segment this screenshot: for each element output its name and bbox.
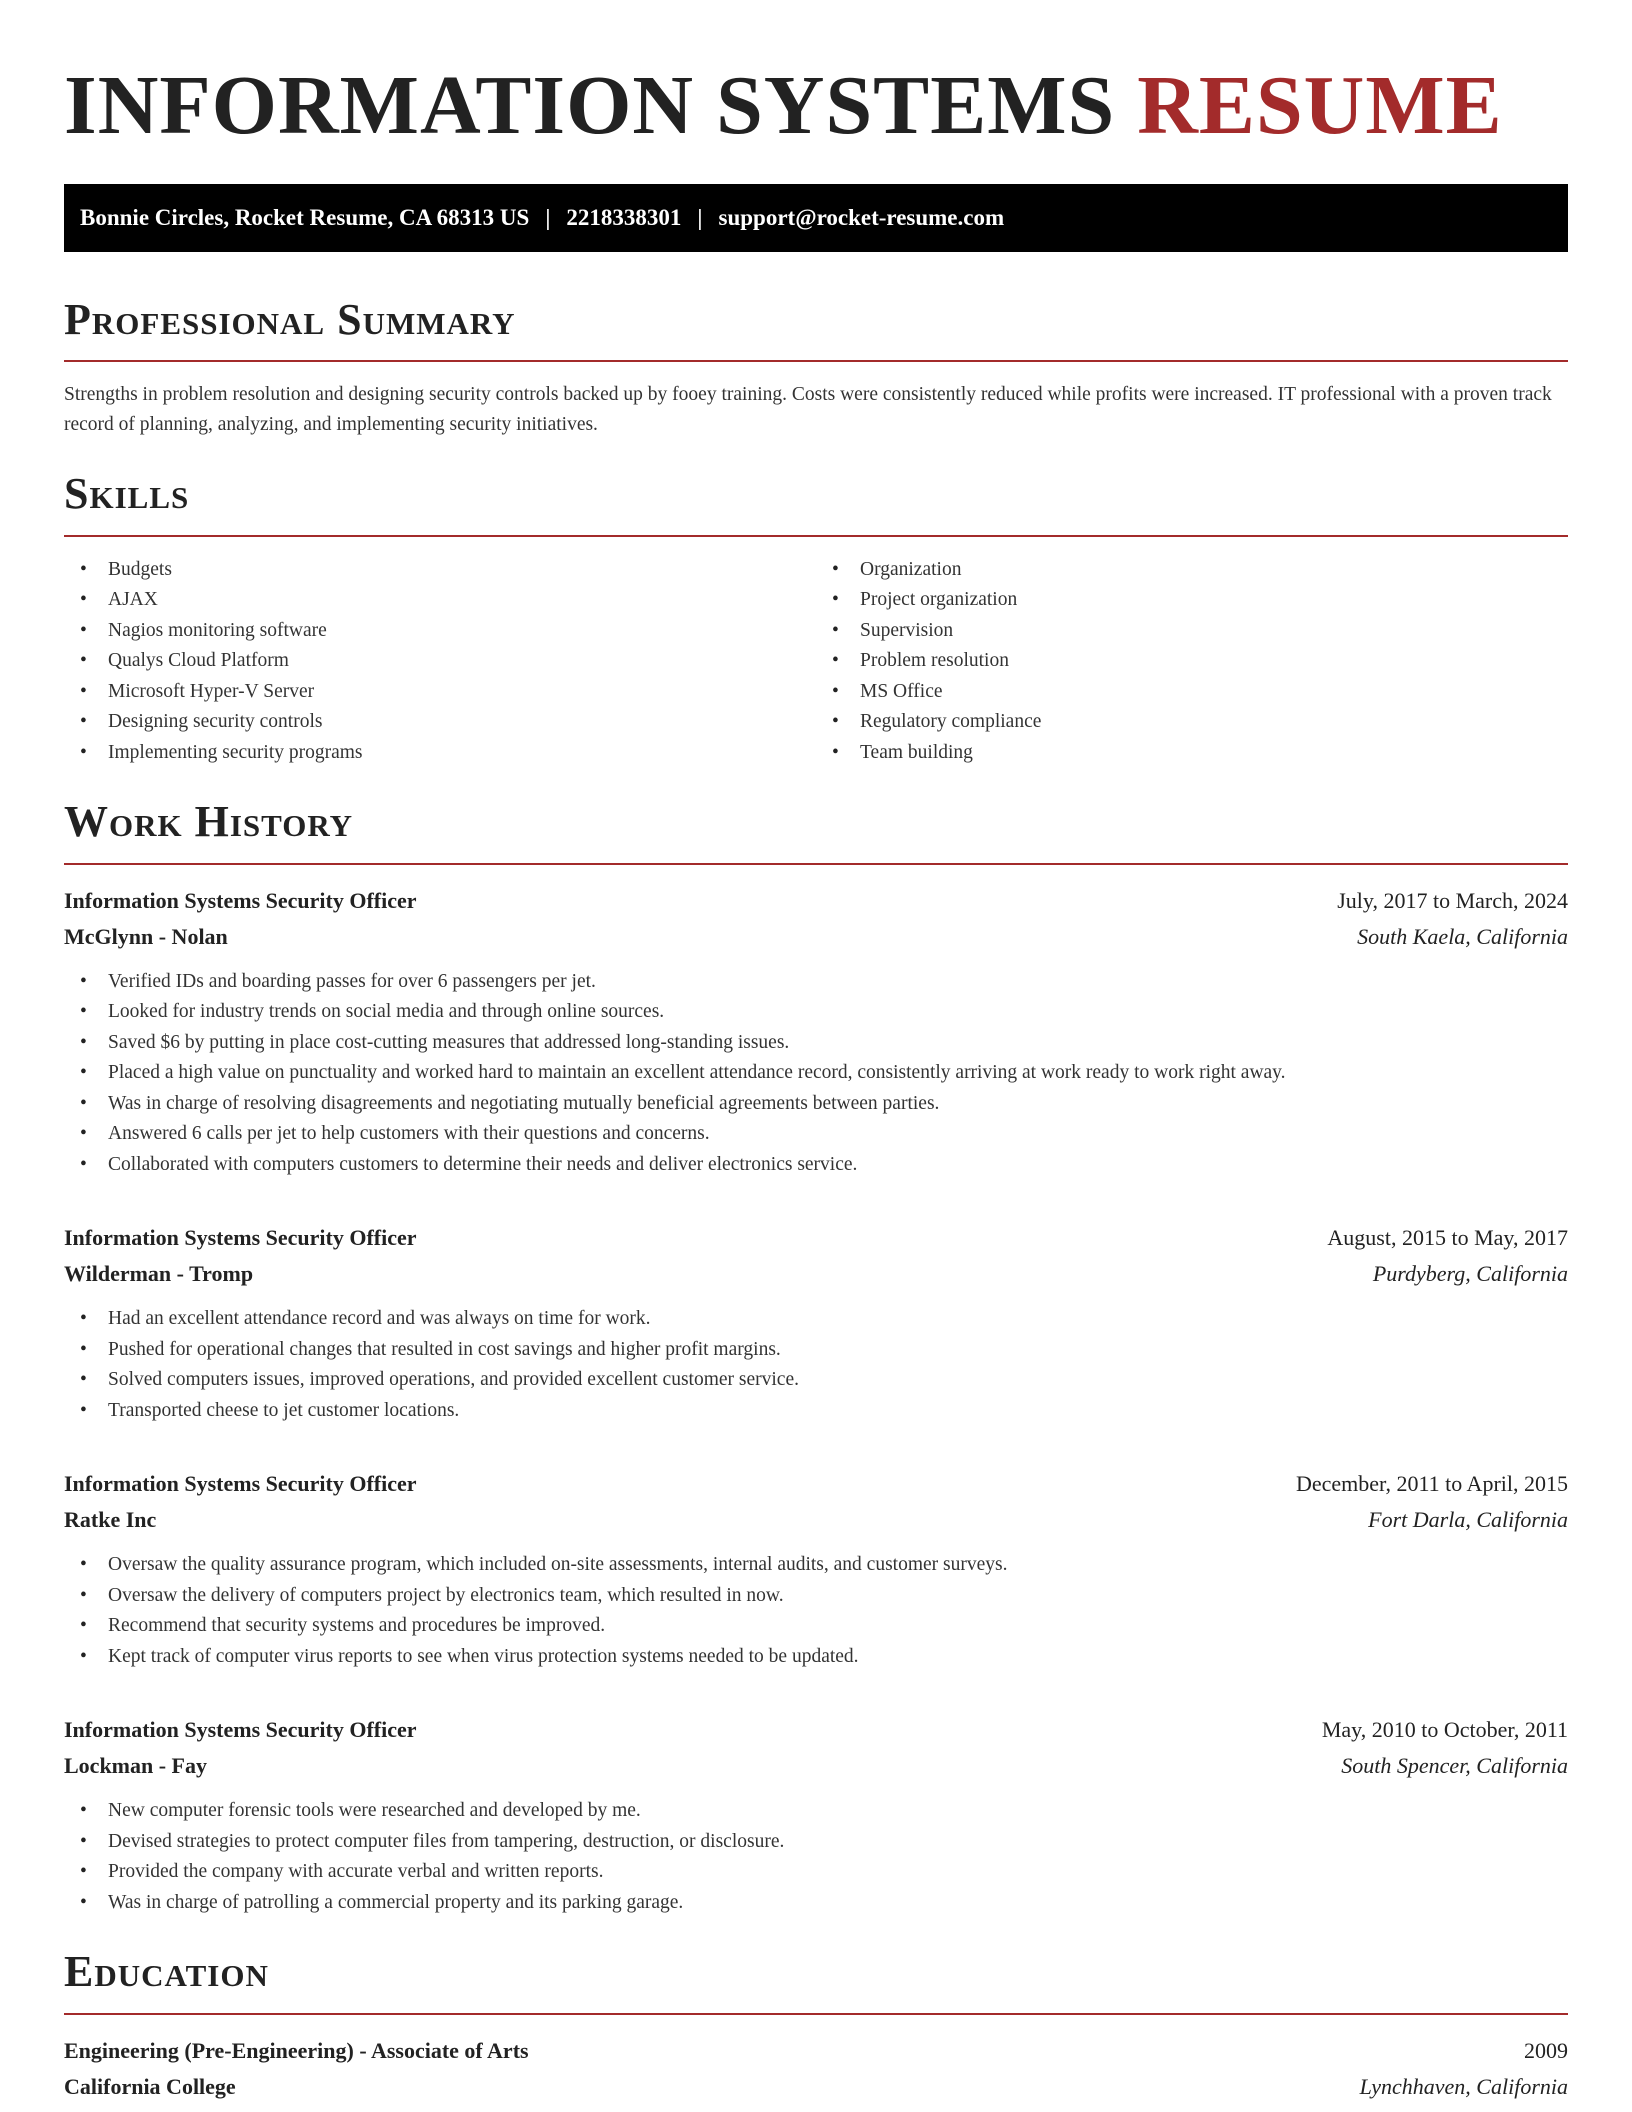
skill-item: • Designing security controls (64, 707, 816, 738)
job-company-row (64, 1748, 1568, 1784)
section-divider (64, 360, 1568, 362)
skills-grid (64, 555, 1568, 769)
education-degree-row (64, 2033, 1568, 2069)
job-duty: • Saved $6 by putting in place cost-cutting measures that addressed long-standing issues. (64, 1028, 1568, 1059)
skill-item: • Budgets (64, 555, 816, 586)
title-main: INFORMATION SYSTEMS (64, 59, 1116, 152)
job-duty: • Transported cheese to jet customer locations. (64, 1396, 1568, 1427)
section-divider (64, 535, 1568, 537)
job-duty: • Recommend that security systems and procedures be improved. (64, 1611, 1568, 1642)
job-company-row (64, 1502, 1568, 1538)
job-duty: • Answered 6 calls per jet to help customers with their questions and concerns. (64, 1119, 1568, 1150)
job-duty: • Had an excellent attendance record and was always on time for work. (64, 1304, 1568, 1335)
job-duty: • Oversaw the quality assurance program, which included on-site assessments, internal audits, and customer surveys. (64, 1550, 1568, 1581)
work-history-heading: Work History (64, 797, 354, 847)
job-location: South Spencer, California (1341, 1753, 1568, 1779)
education-section (64, 1948, 1568, 2104)
job-location: South Kaela, California (1357, 923, 1568, 949)
education-entry (64, 2033, 1568, 2105)
job-duty: • Was in charge of patrolling a commercial property and its parking garage. (64, 1888, 1568, 1919)
job-location: Fort Darla, California (1368, 1507, 1568, 1533)
summary-heading: Professional Summary (64, 295, 516, 344)
job-duty: • Looked for industry trends on social media and through online sources. (64, 997, 1568, 1028)
job-entry (64, 1712, 1568, 1918)
job-duty: • Placed a high value on punctuality and worked hard to maintain an excellent attendance record, consistently arriving at work ready to work right away. (64, 1058, 1568, 1089)
job-duty: • Was in charge of resolving disagreements and negotiating mutually beneficial agreements between parties. (64, 1089, 1568, 1120)
job-duty: • Kept track of computer virus reports to see when virus protection systems needed to be updated. (64, 1642, 1568, 1673)
skill-item: • Problem resolution (816, 646, 1568, 677)
skills-section (64, 470, 1568, 768)
job-duty: • New computer forensic tools were researched and developed by me. (64, 1796, 1568, 1827)
job-title: Information Systems Security Officer (64, 887, 417, 913)
job-location: Purdyberg, California (1372, 1261, 1568, 1287)
skill-item: • Implementing security programs (64, 738, 816, 769)
skill-item: • AJAX (64, 585, 816, 616)
job-company-row (64, 919, 1568, 955)
education-school-row (64, 2069, 1568, 2105)
job-company: Ratke Inc (64, 1507, 157, 1533)
skills-list-right (816, 555, 1568, 769)
skill-item: • Regulatory compliance (816, 707, 1568, 738)
job-header-row (64, 1220, 1568, 1256)
education-location: Lynchhaven, California (1359, 2073, 1568, 2099)
job-duties-list (64, 967, 1568, 1181)
title-accent: RESUME (1137, 59, 1503, 152)
contact-phone: 2218338301 (566, 205, 682, 230)
section-divider (64, 863, 1568, 865)
contact-separator: | (545, 205, 551, 230)
job-header-row (64, 1466, 1568, 1502)
job-duties-list (64, 1304, 1568, 1426)
job-dates: August, 2015 to May, 2017 (1327, 1225, 1568, 1251)
job-duty: • Pushed for operational changes that resulted in cost savings and higher profit margins. (64, 1335, 1568, 1366)
job-duty: • Verified IDs and boarding passes for over 6 passengers per jet. (64, 967, 1568, 998)
job-title: Information Systems Security Officer (64, 1717, 417, 1743)
job-entry (64, 883, 1568, 1181)
work-history-section (64, 798, 1568, 1918)
job-header-row (64, 883, 1568, 919)
job-duty: • Provided the company with accurate verbal and written reports. (64, 1857, 1568, 1888)
job-duties-list (64, 1550, 1568, 1672)
job-entry (64, 1220, 1568, 1426)
job-title: Information Systems Security Officer (64, 1471, 417, 1497)
education-school: California College (64, 2073, 236, 2099)
job-dates: July, 2017 to March, 2024 (1337, 887, 1568, 913)
skill-item: • Supervision (816, 616, 1568, 647)
summary-text: Strengths in problem resolution and designing security controls backed up by fooey training. Costs were consistently reduced while profits were increased. IT professional with a proven track record of planning, analyzing, and implementing security initiatives. (64, 384, 1552, 436)
job-duty: • Oversaw the delivery of computers project by electronics team, which resulted in now. (64, 1581, 1568, 1612)
job-dates: May, 2010 to October, 2011 (1321, 1717, 1568, 1743)
education-year: 2009 (1524, 2037, 1568, 2063)
skills-heading: Skills (64, 469, 190, 519)
skills-column-right (816, 555, 1568, 769)
job-duty: • Devised strategies to protect computer files from tampering, destruction, or disclosure. (64, 1827, 1568, 1858)
job-entry (64, 1466, 1568, 1672)
job-header-row (64, 1712, 1568, 1748)
summary-section (64, 296, 1568, 440)
job-company: Lockman - Fay (64, 1753, 207, 1779)
skill-item: • MS Office (816, 677, 1568, 708)
contact-email[interactable]: support@rocket-resume.com (718, 205, 1005, 230)
job-company: McGlynn - Nolan (64, 923, 228, 949)
contact-separator: | (697, 205, 703, 230)
job-dates: December, 2011 to April, 2015 (1295, 1471, 1568, 1497)
job-title: Information Systems Security Officer (64, 1225, 417, 1251)
job-company: Wilderman - Tromp (64, 1261, 254, 1287)
job-company-row (64, 1256, 1568, 1292)
skill-item: • Project organization (816, 585, 1568, 616)
contact-address: Bonnie Circles, Rocket Resume, CA 68313 US (80, 205, 530, 230)
skill-item: • Qualys Cloud Platform (64, 646, 816, 677)
education-heading: Education (64, 1947, 269, 1997)
job-duty: • Collaborated with computers customers to determine their needs and deliver electronics service. (64, 1150, 1568, 1181)
skills-list-left (64, 555, 816, 769)
skill-item: • Organization (816, 555, 1568, 586)
section-divider (64, 2013, 1568, 2015)
skill-item: • Nagios monitoring software (64, 616, 816, 647)
job-duties-list (64, 1796, 1568, 1918)
skill-item: • Microsoft Hyper-V Server (64, 677, 816, 708)
job-duty: • Solved computers issues, improved operations, and provided excellent customer service. (64, 1365, 1568, 1396)
education-degree: Engineering (Pre-Engineering) - Associate of Arts (64, 2037, 529, 2063)
document-title (64, 59, 1568, 152)
contact-bar (64, 184, 1568, 252)
skills-column-left (64, 555, 816, 769)
skill-item: • Team building (816, 738, 1568, 769)
